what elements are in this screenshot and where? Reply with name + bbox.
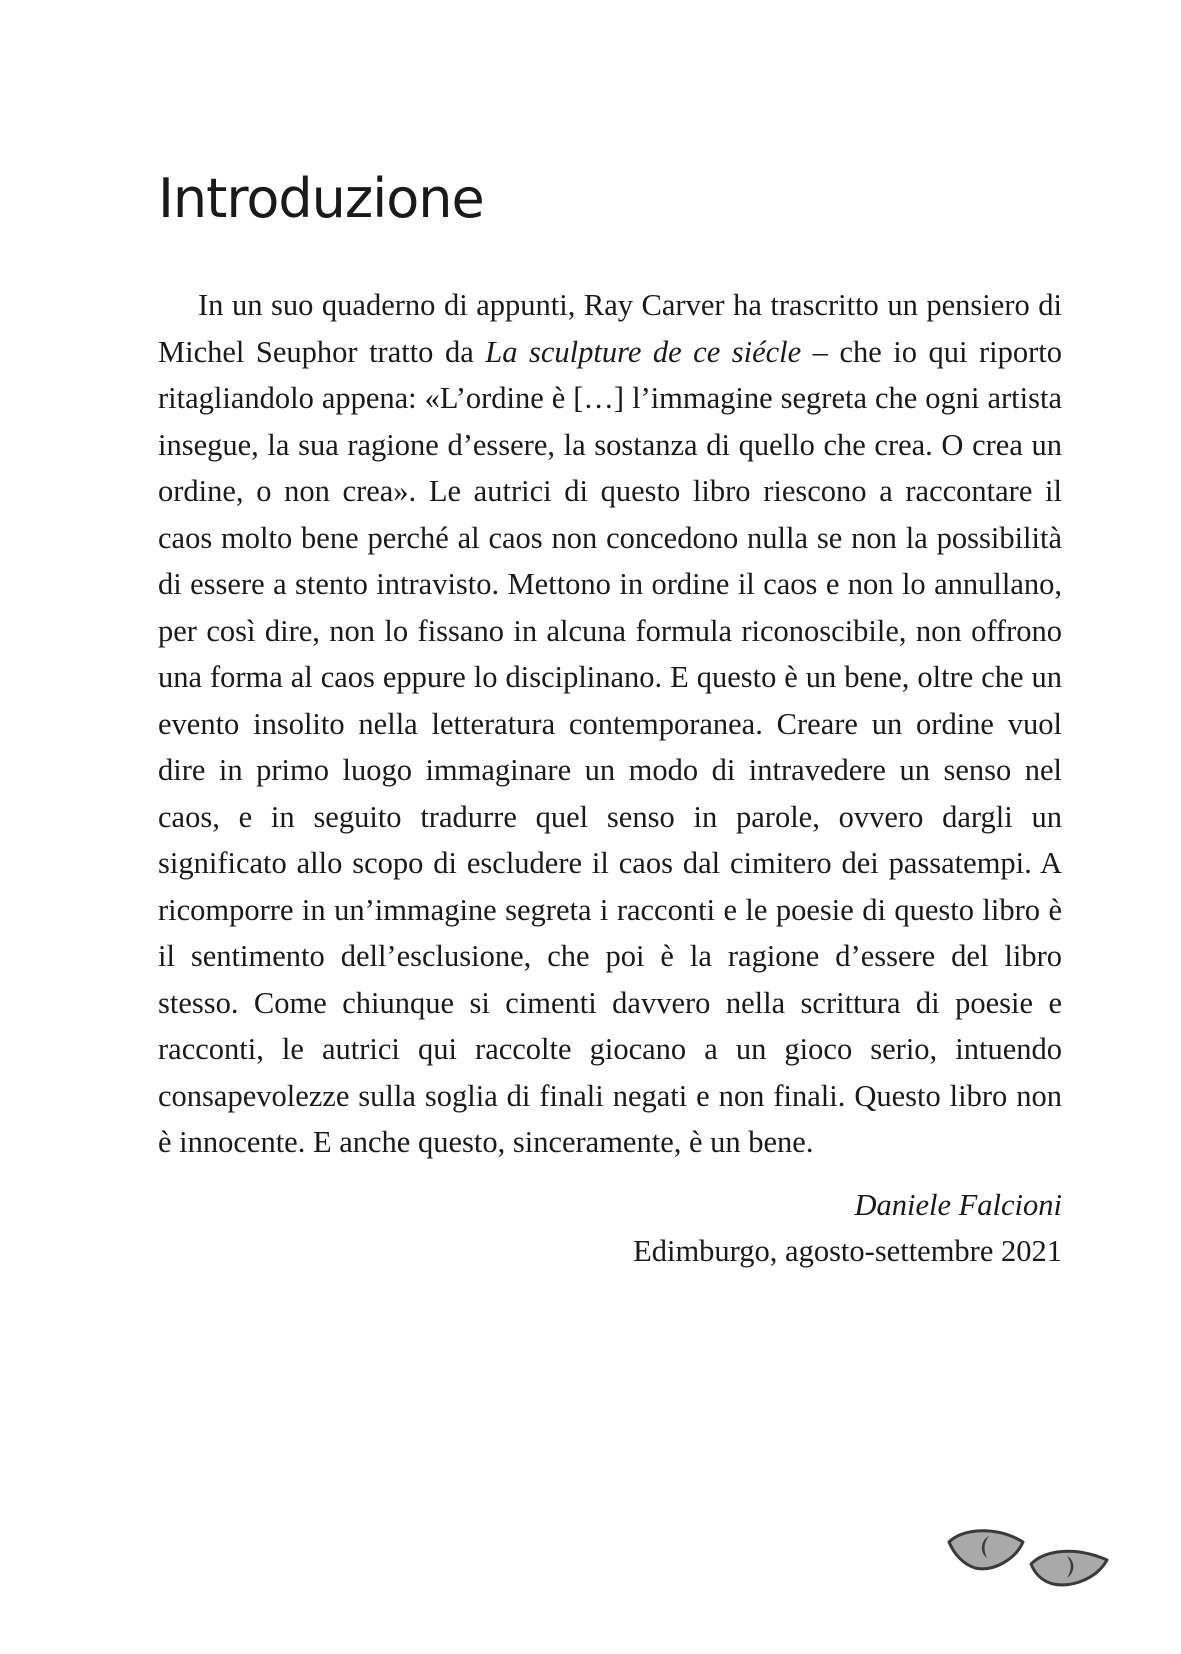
paragraph-text-rest: – che io qui riporto ritagliandolo appena: «L’ordine è […] l’immagine segreta che ogni artista insegue, la sua ragione d’essere, la sostanza di quello che crea. O crea un ordine, o non crea». Le autrici di questo libro riescono a raccontare il caos molto bene perché al caos non concedono nulla se non la possibilità di essere a stento intravisto. Mettono in ordine il caos e non lo annullano, per così dire, non lo fissano in alcuna formula riconoscibile, non offrono una forma al caos eppure lo disciplinano. E questo è un bene, oltre che un evento insolito nella letteratura contemporanea. Creare un ordine vuol dire in primo luogo immaginare un modo di intravedere un senso nel caos, e in seguito tradurre quel senso in parole, ovvero dargli un significato allo scopo di escludere il caos dal cimitero dei passatempi. A ricomporre in un’immagine segreta i racconti e le poesie di questo libro è il sentimento dell’esclusione, che poi è la ragione d’essere del libro stesso. Come chiunque si cimenti davvero nella scrittura di poesie e racconti, le autrici qui raccolte giocano a un gioco serio, intuendo consapevolezze sulla soglia di finali negati e non finali. Questo libro non è innocente. E anche questo, sinceramente, è un bene. — [158, 334, 1062, 1159]
paragraph-text-start: In un suo quaderno di appunti, Ray Carver ha trascritto un pensiero di Michel Seuphor tratto da — [158, 288, 1062, 369]
page-title: Introduzione — [158, 167, 484, 230]
left-eye-icon — [949, 1531, 1023, 1569]
book-title: La sculpture de ce siécle — [485, 334, 802, 369]
place-date: Edimburgo, agosto-settembre 2021 — [633, 1234, 1062, 1268]
intro-paragraph — [158, 282, 1062, 1166]
right-eye-icon — [1031, 1551, 1107, 1585]
eyes-icon — [945, 1520, 1115, 1594]
author-name: Daniele Falcioni — [854, 1188, 1062, 1222]
signature-block — [633, 1182, 1062, 1274]
